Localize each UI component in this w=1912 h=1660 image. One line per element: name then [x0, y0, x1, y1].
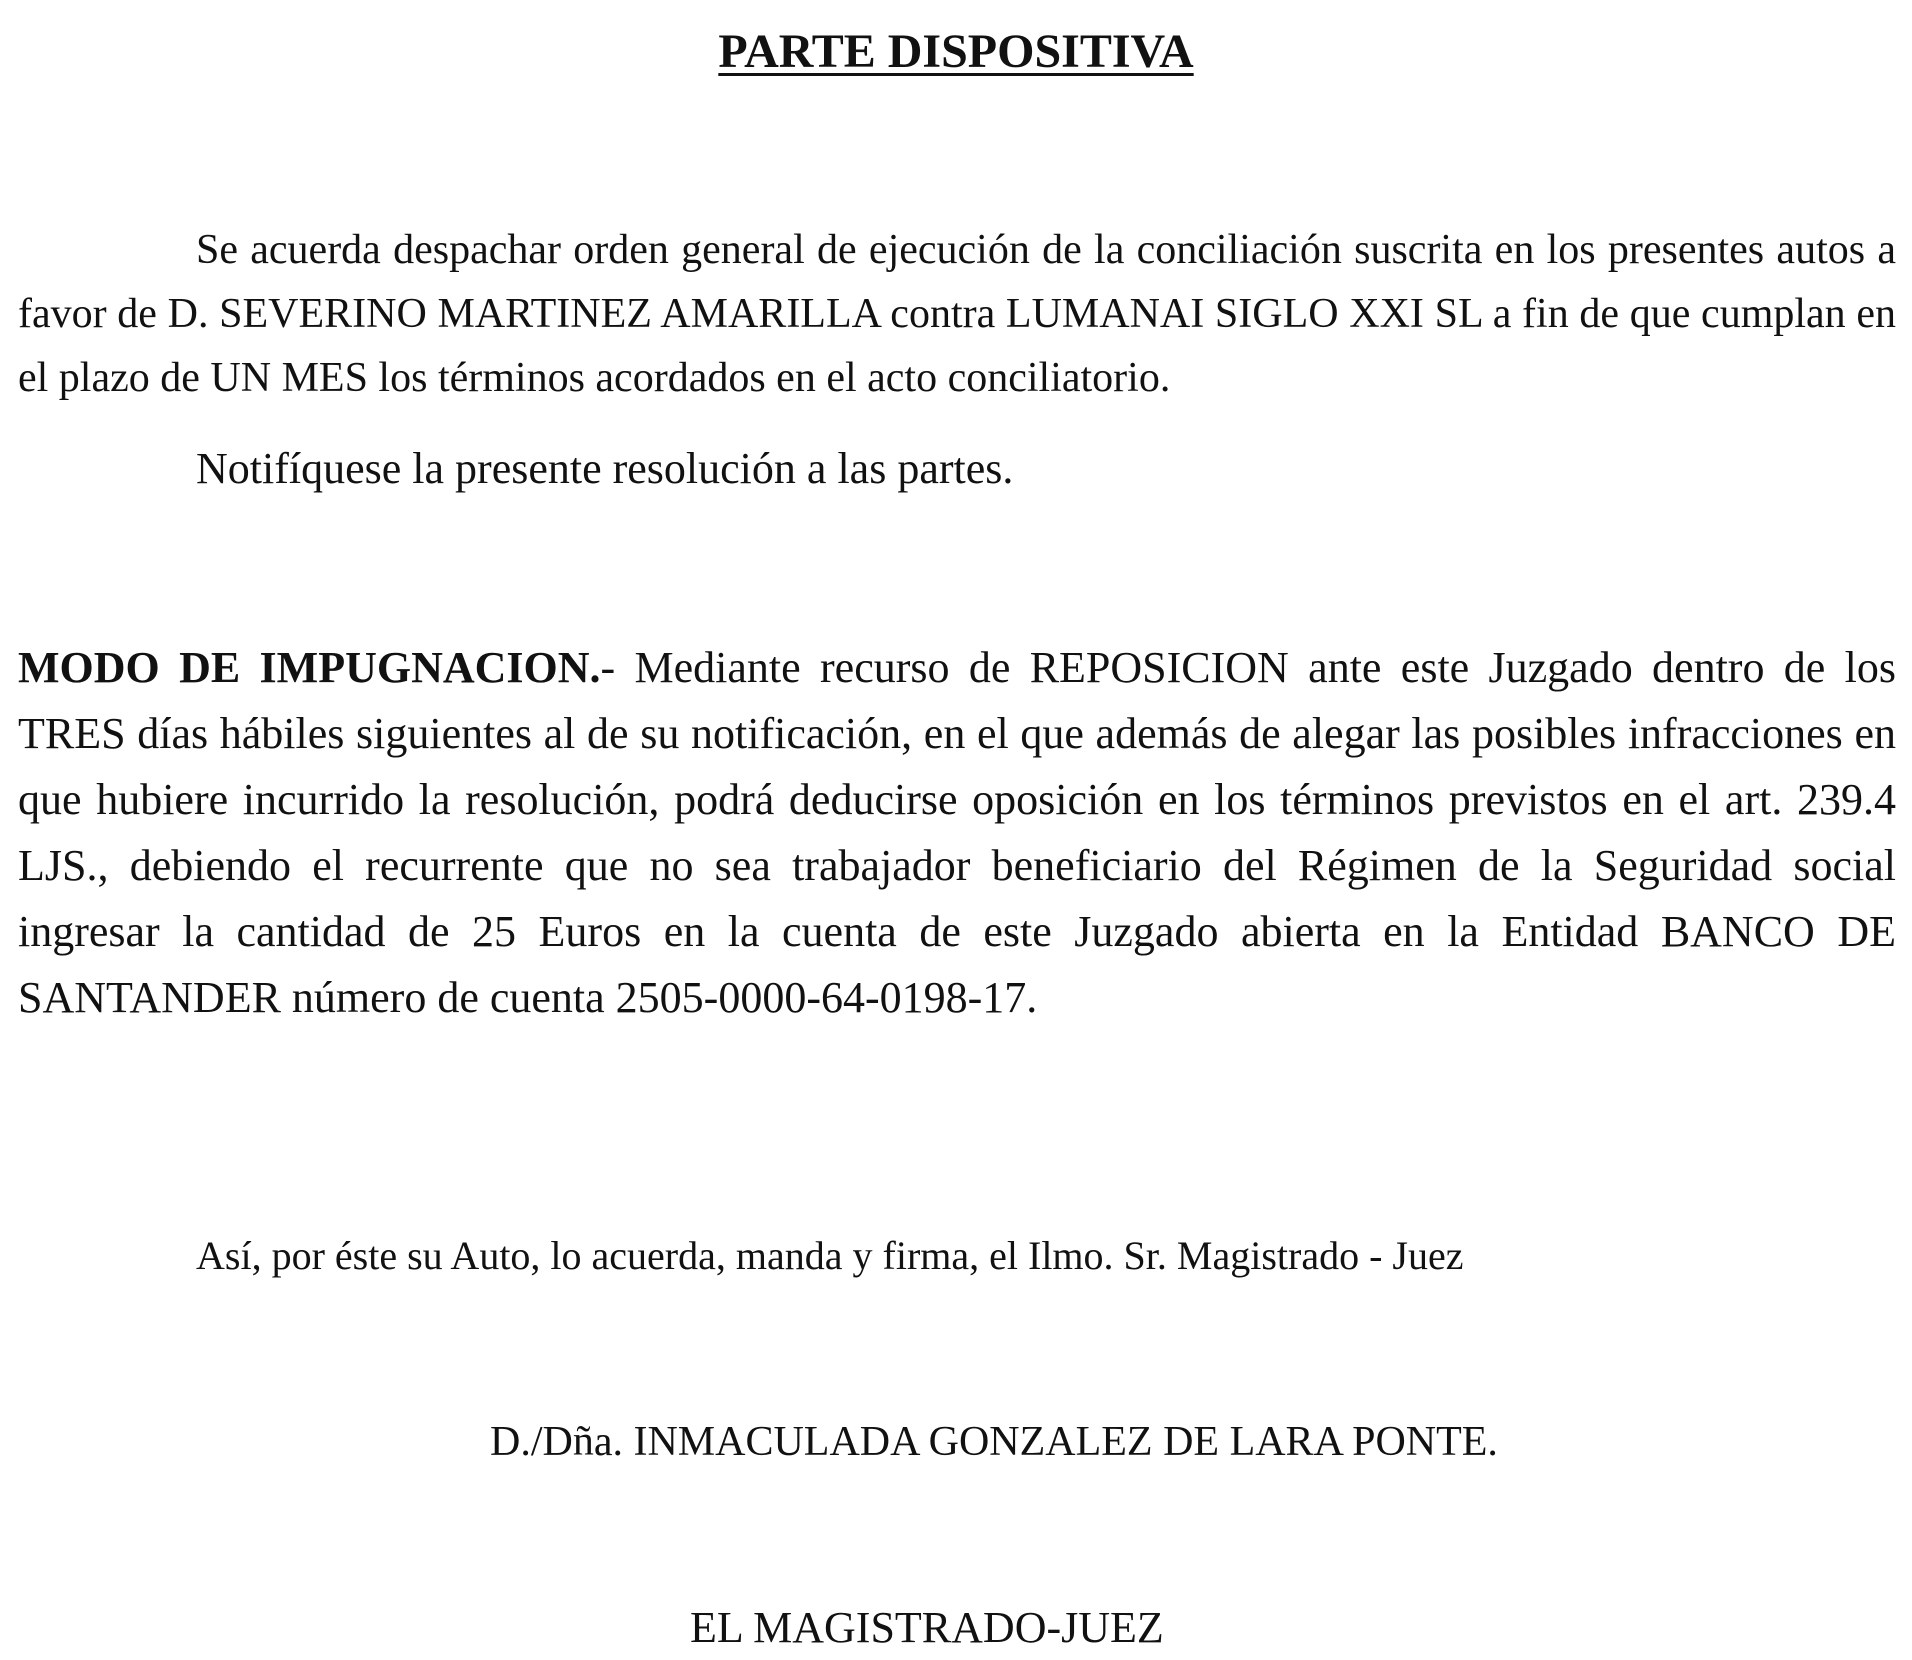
signatory-title: EL MAGISTRADO-JUEZ	[690, 1603, 1164, 1652]
appeal-text: - Mediante recurso de REPOSICION ante este Juzgado dentro de los TRES días hábiles siguientes al de su notificación, en el que además de alegar las posibles infracciones en que hubiere incurrido la resolución, podrá deducirse oposición en los términos previstos en el art. 239.4 LJS., debiendo el recurrente que no sea trabajador beneficiario del Régimen de la Seguridad social ingresar la cantidad de 25 Euros en la cuenta de este Juzgado abierta en la Entidad BANCO DE SANTANDER número de cuenta 2505-0000-64-0198-17.	[18, 643, 1896, 1022]
signatory-name: D./Dña. INMACULADA GONZALEZ DE LARA PONTE.	[490, 1419, 1498, 1465]
appeal-lead: MODO DE IMPUGNACION.	[18, 643, 601, 692]
section-heading	[0, 22, 1912, 82]
appeal-paragraph	[18, 635, 1896, 1031]
ruling-paragraph: Se acuerda despachar orden general de ejecución de la conciliación suscrita en los presentes autos a favor de D. SEVERINO MARTINEZ AMARILLA contra LUMANAI SIGLO XXI SL a fin de que cumplan en el plazo de UN MES los términos acordados en el acto conciliatorio.	[18, 227, 1896, 401]
closing-line: Así, por éste su Auto, lo acuerda, manda y firma, el Ilmo. Sr. Magistrado - Juez	[196, 1233, 1464, 1278]
section-heading-text: PARTE DISPOSITIVA	[718, 25, 1194, 78]
notification-paragraph: Notifíquese la presente resolución a las partes.	[196, 444, 1014, 493]
